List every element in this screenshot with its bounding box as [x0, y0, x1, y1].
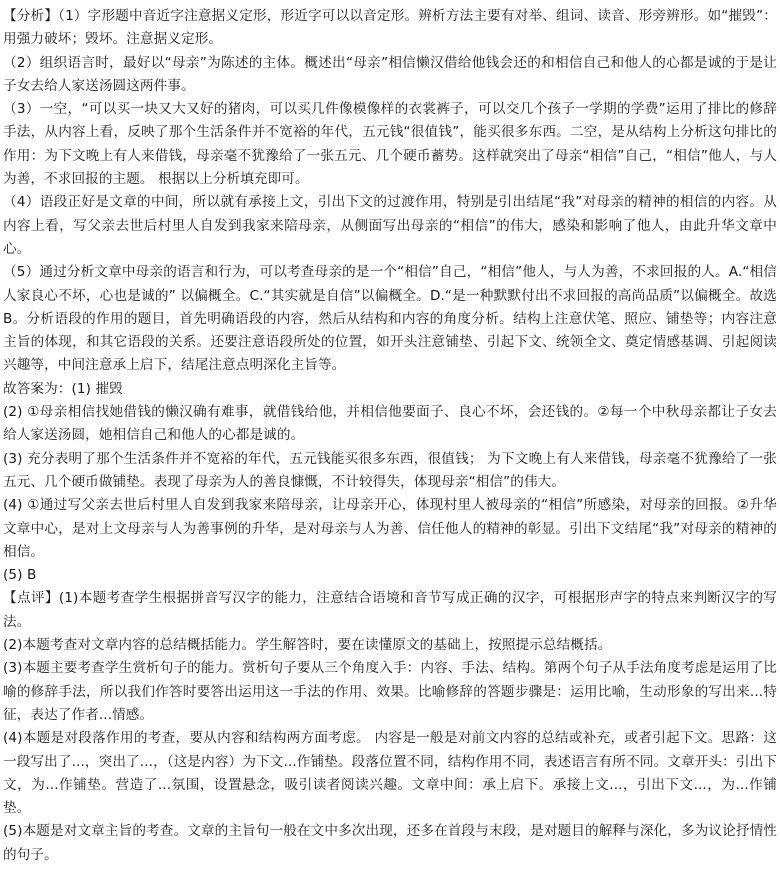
analysis-paragraph-2: （2）组织语言时，最好以“母亲”为陈述的主体。概述出“母亲”相信懒汉借给他钱会还的和相信自己和他人的心都是诚的于是让子女去给人家送汤圆这两件事。 — [3, 54, 777, 94]
answer-line-1: 故答案为：(1) 摧毁 — [3, 380, 123, 397]
analysis-section — [3, 5, 777, 378]
answer-line-2: (2) ①母亲相信找她借钱的懒汉确有难事，就借钱给他，并相信他要面子、良心不坏，会还钱的。②每一个中秋母亲都让子女去给人家送汤圆，她相信自己和他人的心都是诚的。 — [3, 404, 777, 444]
answer-line-5: (5) B — [3, 567, 37, 584]
answer-line-4: (4) ①通过写父亲去世后村里人自发到我家来陪母亲，让母亲开心，体现村里人被母亲的“相信”所感染，对母亲的回报。②升华文章中心，是对上文母亲与人为善事例的升华，是对母亲与人为善、信任他人的精神的彰显。引出下文结尾“我”对母亲的精神的相信。 — [3, 497, 777, 560]
comment-paragraph-5: (5)本题是对文章主旨的考查。文章的主旨句一般在文中多次出现，还多在首段与末段，是对题目的解释与深化，多为议论抒情性的句子。 — [3, 823, 777, 863]
comment-paragraph-1: 【点评】(1)本题考查学生根据拼音写汉字的能力，注意结合语境和音节写成正确的汉字，可根据形声字的特点来判断汉字的写法。 — [3, 590, 777, 630]
comment-paragraph-4: (4)本题是对段落作用的考查，要从内容和结构两方面考虑。 内容是一般是对前文内容的总结或补充，或者引起下文。思路：这一段写出了...，突出了...，（这是内容）为下文...作铺垫。段落位置不同，结构作用不同，表述语言有所不同。文章开头：引出下文，为...作铺垫。营造了...氛围，设置悬念，吸引读者阅读兴趣。文章中间：承上启下。承接上文...，引出下文...，为...作铺垫。 — [3, 730, 777, 817]
comment-paragraph-2: (2)本题考查对文章内容的总结概括能力。学生解答时，要在读懂原文的基础上，按照提示总结概括。 — [3, 637, 612, 654]
answer-section — [3, 378, 777, 588]
comment-paragraph-3: (3)本题主要考查学生赏析句子的能力。赏析句子要从三个角度入手：内容、手法、结构。第两个句子从手法角度考虑是运用了比喻的修辞手法，所以我们作答时要答出运用这一手法的作用、效果。比喻修辞的答题步骤是：运用比喻，生动形象的写出来...特征，表达了作者...情感。 — [3, 660, 777, 723]
comment-section — [3, 587, 777, 867]
analysis-paragraph-4: （4）语段正好是文章的中间，所以就有承接上文，引出下文的过渡作用，特别是引出结尾“我”对母亲的精神的相信的内容。从内容上看，写父亲去世后村里人自发到我家来陪母亲，从侧面写出母亲的“相信”的伟大，感染和影响了他人，由此升华文章中心。 — [3, 194, 777, 257]
analysis-paragraph-5: （5）通过分析文章中母亲的语言和行为，可以考查母亲的是一个“相信”自己，“相信”他人，与人为善，不求回报的人。A.“相信人家良心不坏，心也是诚的” 以偏概全。C.“其实就是自信”以偏概全。D.“是一种默默付出不求回报的高尚品质”以偏概全。故选B。分析语段的作用的题目，首先明确语段的内容，然后从结构和内容的角度分析。结构上注意伏笔、照应、铺垫等；内容注意主旨的体现，和其它语段的关系。还要注意语段所处的位置，如开头注意铺垫、引起下文、统领全文、奠定情感基调、引起阅读兴趣等，中间注意承上启下，结尾注意点明深化主旨等。 — [3, 264, 777, 374]
answer-line-3: (3) 充分表明了那个生活条件并不宽裕的年代，五元钱能买很多东西，很值钱； 为下文晚上有人来借钱，母亲毫不犹豫给了一张五元、几个硬币做铺垫。表现了母亲为人的善良慷慨，不计较得失，体现母亲“相信”的伟大。 — [3, 450, 777, 490]
analysis-paragraph-1: 【分析】（1）字形题中音近字注意据义定形，形近字可以以音定形。辨析方法主要有对举、组词、读音、形旁辨形。如“摧毁”：用强力破坏；毁坏。注意据义定形。 — [3, 8, 777, 48]
analysis-paragraph-3: （3）一空，“可以买一块又大又好的猪肉，可以买几件像模像样的衣裳裤子，可以交几个孩子一学期的学费”运用了排比的修辞手法，从内容上看，反映了那个生活条件并不宽裕的年代，五元钱“很值钱”，能买很多东西。二空，是从结构上分析这句排比的作用：为下文晚上有人来借钱，母亲毫不犹豫给了一张五元、几个硬币蓄势。这样就突出了母亲“相信”自己，“相信”他人，与人为善，不求回报的主题。 根据以上分析填充即可。 — [3, 101, 777, 188]
